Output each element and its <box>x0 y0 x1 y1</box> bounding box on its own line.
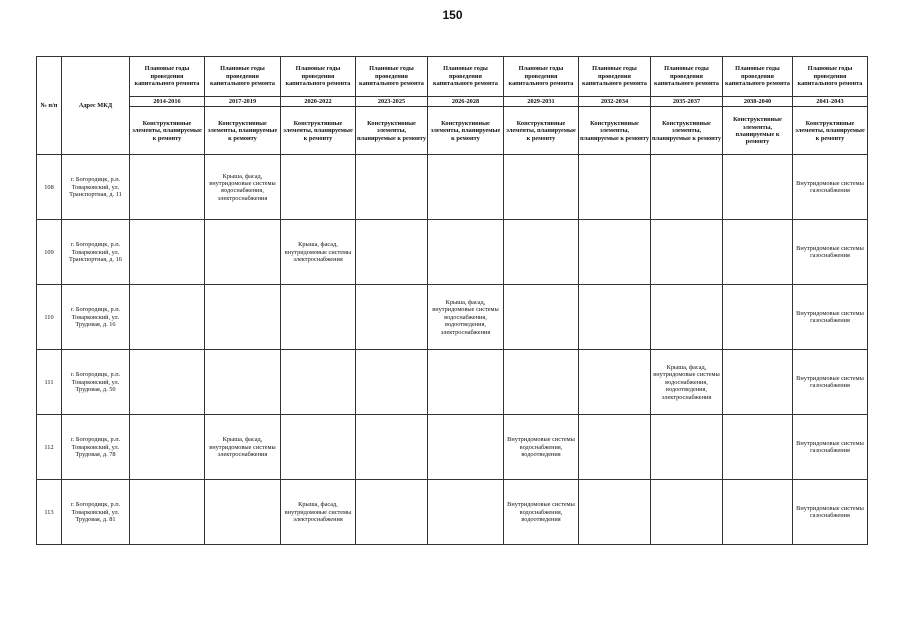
repair-elements-cell <box>356 155 428 220</box>
header-year-title: Плановые годы проведения капитального ремонта <box>793 57 868 97</box>
row-address: г. Богородицк, р.п. Товарковский, ул. Трудовая, д. 78 <box>62 415 130 480</box>
repair-elements-cell <box>281 285 356 350</box>
repair-elements-cell <box>579 285 651 350</box>
capital-repair-plan-table <box>36 56 868 545</box>
header-elements: Конструктивные элементы, планируемые к ремонту <box>651 107 723 155</box>
header-period: 2017-2019 <box>205 97 281 107</box>
header-period: 2020-2022 <box>281 97 356 107</box>
header-row-titles <box>37 57 868 97</box>
repair-elements-cell <box>356 415 428 480</box>
header-period: 2041-2043 <box>793 97 868 107</box>
repair-elements-cell <box>579 480 651 545</box>
repair-elements-cell <box>504 285 579 350</box>
repair-elements-cell <box>428 220 504 285</box>
header-elements: Конструктивные элементы, планируемые к ремонту <box>504 107 579 155</box>
row-address: г. Богородицк, р.п. Товарковский, ул. Трудовая, д. 16 <box>62 285 130 350</box>
header-elements: Конструктивные элементы, планируемые к ремонту <box>356 107 428 155</box>
table-row <box>37 480 868 545</box>
header-row-periods <box>37 97 868 107</box>
repair-elements-cell: Внутридомовые системы газоснабжения <box>793 220 868 285</box>
row-address: г. Богородицк, р.п. Товарковский, ул. Трудовая, д. 81 <box>62 480 130 545</box>
repair-elements-cell <box>651 415 723 480</box>
repair-elements-cell <box>205 480 281 545</box>
header-num: № п/п <box>37 57 62 155</box>
header-period: 2032-2034 <box>579 97 651 107</box>
row-number: 111 <box>37 350 62 415</box>
repair-elements-cell <box>579 350 651 415</box>
repair-elements-cell <box>130 220 205 285</box>
table-row <box>37 415 868 480</box>
repair-elements-cell <box>723 220 793 285</box>
header-year-title: Плановые годы проведения капитального ремонта <box>281 57 356 97</box>
repair-elements-cell <box>723 415 793 480</box>
repair-elements-cell: Внутридомовые системы газоснабжения <box>793 155 868 220</box>
repair-elements-cell: Крыша, фасад, внутридомовые системы электроснабжения <box>281 480 356 545</box>
repair-elements-cell: Крыша, фасад, внутридомовые системы электроснабжения <box>281 220 356 285</box>
row-number: 109 <box>37 220 62 285</box>
header-year-title: Плановые годы проведения капитального ремонта <box>579 57 651 97</box>
header-period: 2014-2016 <box>130 97 205 107</box>
repair-elements-cell <box>205 350 281 415</box>
header-period: 2026-2028 <box>428 97 504 107</box>
repair-elements-cell <box>504 155 579 220</box>
repair-elements-cell <box>651 155 723 220</box>
repair-elements-cell: Внутридомовые системы газоснабжения <box>793 350 868 415</box>
repair-elements-cell <box>723 350 793 415</box>
repair-elements-cell <box>130 350 205 415</box>
row-number: 113 <box>37 480 62 545</box>
repair-elements-cell <box>281 415 356 480</box>
header-elements: Конструктивные элементы, планируемые к ремонту <box>130 107 205 155</box>
repair-elements-cell <box>356 480 428 545</box>
repair-elements-cell <box>281 350 356 415</box>
repair-elements-cell <box>205 285 281 350</box>
repair-elements-cell: Крыша, фасад, внутридомовые системы водоснабжения, водоотведения, электроснабжения <box>651 350 723 415</box>
header-address: Адрес МКД <box>62 57 130 155</box>
repair-elements-cell: Крыша, фасад, внутридомовые системы электроснабжения <box>205 415 281 480</box>
repair-elements-cell <box>356 350 428 415</box>
header-row-elements <box>37 107 868 155</box>
header-year-title: Плановые годы проведения капитального ремонта <box>428 57 504 97</box>
header-elements: Конструктивные элементы, планируемые к ремонту <box>205 107 281 155</box>
repair-elements-cell <box>651 480 723 545</box>
repair-elements-cell <box>651 285 723 350</box>
repair-elements-cell <box>579 415 651 480</box>
repair-elements-cell <box>130 155 205 220</box>
header-elements: Конструктивные элементы, планируемые к ремонту <box>723 107 793 155</box>
header-elements: Конструктивные элементы, планируемые к ремонту <box>579 107 651 155</box>
repair-elements-cell <box>579 220 651 285</box>
header-elements: Конструктивные элементы, планируемые к ремонту <box>793 107 868 155</box>
table-body <box>37 155 868 545</box>
header-year-title: Плановые годы проведения капитального ремонта <box>205 57 281 97</box>
repair-elements-cell <box>504 220 579 285</box>
repair-elements-cell: Внутридомовые системы газоснабжения <box>793 285 868 350</box>
repair-elements-cell <box>723 285 793 350</box>
repair-elements-cell <box>579 155 651 220</box>
repair-elements-cell <box>504 350 579 415</box>
header-year-title: Плановые годы проведения капитального ремонта <box>356 57 428 97</box>
repair-elements-cell <box>356 220 428 285</box>
table-row <box>37 220 868 285</box>
repair-elements-cell <box>130 480 205 545</box>
header-elements: Конструктивные элементы, планируемые к ремонту <box>428 107 504 155</box>
repair-elements-cell <box>356 285 428 350</box>
header-year-title: Плановые годы проведения капитального ремонта <box>130 57 205 97</box>
header-year-title: Плановые годы проведения капитального ремонта <box>723 57 793 97</box>
table-row <box>37 285 868 350</box>
row-number: 112 <box>37 415 62 480</box>
table-row <box>37 350 868 415</box>
table-row <box>37 155 868 220</box>
repair-elements-cell: Внутридомовые системы газоснабжения <box>793 480 868 545</box>
header-period: 2038-2040 <box>723 97 793 107</box>
row-address: г. Богородицк, р.п. Товарковский, ул. Транспортная, д. 11 <box>62 155 130 220</box>
header-period: 2029-2031 <box>504 97 579 107</box>
repair-elements-cell <box>428 350 504 415</box>
repair-elements-cell: Внутридомовые системы водоснабжения, водоотведения <box>504 480 579 545</box>
row-address: г. Богородицк, р.п. Товарковский, ул. Трудовая, д. 50 <box>62 350 130 415</box>
repair-elements-cell <box>428 155 504 220</box>
row-number: 108 <box>37 155 62 220</box>
repair-elements-cell <box>130 415 205 480</box>
header-elements: Конструктивные элементы, планируемые к ремонту <box>281 107 356 155</box>
header-period: 2023-2025 <box>356 97 428 107</box>
repair-elements-cell <box>723 155 793 220</box>
repair-elements-cell <box>428 480 504 545</box>
repair-elements-cell <box>428 415 504 480</box>
page-number: 150 <box>442 8 463 22</box>
repair-elements-cell <box>130 285 205 350</box>
repair-elements-cell <box>281 155 356 220</box>
row-address: г. Богородицк, р.п. Товарковский, ул. Транспортная, д. 16 <box>62 220 130 285</box>
header-year-title: Плановые годы проведения капитального ремонта <box>651 57 723 97</box>
table-header <box>37 57 868 155</box>
header-year-title: Плановые годы проведения капитального ремонта <box>504 57 579 97</box>
header-period: 2035-2037 <box>651 97 723 107</box>
repair-elements-cell: Внутридомовые системы газоснабжения <box>793 415 868 480</box>
repair-elements-cell: Крыша, фасад, внутридомовые системы водоснабжения, электроснабжения <box>205 155 281 220</box>
repair-elements-cell <box>205 220 281 285</box>
row-number: 110 <box>37 285 62 350</box>
repair-elements-cell <box>723 480 793 545</box>
repair-elements-cell: Крыша, фасад, внутридомовые системы водоснабжения, водоотведения, электроснабжения <box>428 285 504 350</box>
repair-elements-cell <box>651 220 723 285</box>
repair-elements-cell: Внутридомовые системы водоснабжения, водоотведения <box>504 415 579 480</box>
